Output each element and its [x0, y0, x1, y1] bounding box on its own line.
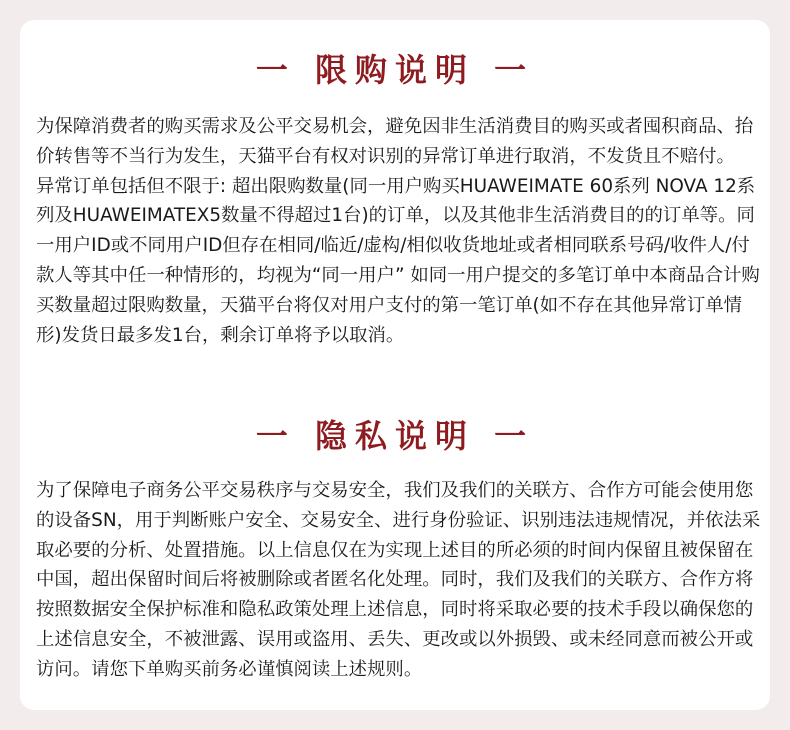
limit-section-title: 一 限购说明 一: [255, 51, 535, 89]
limit-paragraph-2: 异常订单包括但不限于: 超出限购数量(同一用户购买HUAWEIMATE 60系列 NOVA 12系列及HUAWEIMATEX5数量不得超过1台)的订单，以及其他非生活消费目的的订单等。同一用户ID或不同用户ID但存在相同/临近/虚构/相似收货地址或者相同联系号码/收件人/付款人等其中任一种情形的，均视为“同一用户” 如同一用户提交的多笔订单中本商品合计购买数量超过限购数量，天猫平台将仅对用户支付的第一笔订单(如不存在其他异常订单情形)发货日最多发1台，剩余订单将予以取消。: [36, 175, 760, 346]
privacy-paragraph-1: 为了保障电子商务公平交易秩序与交易安全，我们及我们的关联方、合作方可能会使用您的设备SN，用于判断账户安全、交易安全、进行身份验证、识别违法违规情况，并依法采取必要的分析、处置措施。以上信息仅在为实现上述目的所必须的时间内保留且被保留在中国，超出保留时间后将被删除或者匿名化处理。同时，我们及我们的关联方、合作方将按照数据安全保护标准和隐私政策处理上述信息，同时将采取必要的技术手段以确保您的上述信息安全，不被泄露、误用或盗用、丢失、更改或以外损毁、或未经同意而被公开或访问。请您下单购买前务必谨慎阅读上述规则。: [36, 480, 761, 680]
notice-card: [20, 20, 770, 710]
privacy-section-body: [36, 476, 766, 685]
limit-paragraph-1: 为保障消费者的购买需求及公平交易机会，避免因非生活消费目的购买或者囤积商品、抬价转售等不当行为发生，天猫平台有权对识别的异常订单进行取消，不发货且不赔付。: [36, 116, 754, 167]
privacy-section-title: 一 隐私说明 一: [255, 417, 535, 455]
limit-section-body: [36, 112, 766, 350]
